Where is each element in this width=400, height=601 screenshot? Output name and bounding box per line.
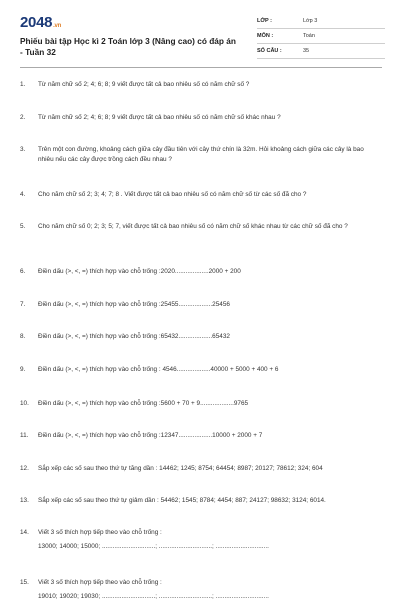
meta-label: LỚP : bbox=[257, 18, 272, 24]
question-number: 4. bbox=[20, 190, 34, 200]
question-text: Cho năm chữ số 2; 3; 4; 7; 8 . Viết được tất cả bao nhiêu số có năm chữ số từ các số đã cho ? bbox=[38, 190, 380, 200]
header-divider bbox=[20, 67, 382, 68]
meta-row-subject bbox=[257, 31, 385, 44]
meta-value: Toán bbox=[303, 33, 315, 39]
meta-value: 35 bbox=[303, 48, 309, 54]
question-text: Điền dấu (>, <, =) thích hợp vào chỗ trống :65432...................65432 bbox=[38, 332, 380, 342]
question-number: 9. bbox=[20, 365, 34, 375]
question-text: Cho năm chữ số 0; 2; 3; 5; 7, viết được tất cả bao nhiêu số có năm chữ số khác nhau từ các chữ số đã cho ? bbox=[38, 222, 380, 232]
question-number: 14. bbox=[20, 528, 34, 538]
question-number: 8. bbox=[20, 332, 34, 342]
meta-table bbox=[257, 16, 385, 61]
meta-label: SỐ CÂU : bbox=[257, 48, 282, 54]
meta-value: Lớp 3 bbox=[303, 18, 317, 24]
logo-suffix: .vn bbox=[53, 23, 61, 29]
question-number: 7. bbox=[20, 300, 34, 310]
question-text: Điền dấu (>, <, =) thích hợp vào chỗ trống :12347...................10000 + 2000 + 7 bbox=[38, 431, 380, 441]
meta-row-count bbox=[257, 46, 385, 59]
answer-line: 19010; 19020; 19030; ..............................; ..............................; .............................. bbox=[38, 592, 380, 601]
question-number: 1. bbox=[20, 80, 34, 90]
question-number: 2. bbox=[20, 113, 34, 123]
question-number: 6. bbox=[20, 267, 34, 277]
question-prompt: Viết 3 số thích hợp tiếp theo vào chỗ trống : bbox=[38, 529, 162, 536]
question-number: 12. bbox=[20, 464, 34, 474]
question-text: Điền dấu (>, <, =) thích hợp vào chỗ trống :2020...................2000 + 200 bbox=[38, 267, 380, 277]
question-number: 3. bbox=[20, 145, 34, 155]
question-text: Trên một con đường, khoảng cách giữa cây đầu tiên với cây thứ chín là 32m. Hỏi khoảng cách giữa các cây là bao nhiêu nếu các cây được trồng cách đều nhau ? bbox=[38, 145, 380, 164]
meta-label: MÔN : bbox=[257, 33, 273, 39]
page-title: Phiếu bài tập Học kì 2 Toán lớp 3 (Nâng cao) có đáp án - Tuần 32 bbox=[20, 36, 240, 58]
question-number: 11. bbox=[20, 431, 34, 441]
header bbox=[20, 10, 385, 65]
question-text bbox=[38, 578, 380, 601]
question-text: Điền dấu (>, <, =) thích hợp vào chỗ trống :25455...................25456 bbox=[38, 300, 380, 310]
question-number: 5. bbox=[20, 222, 34, 232]
question-text: Sắp xếp các số sau theo thứ tự tăng dần : 14462; 1245; 8754; 64454; 8987; 20127; 78612; 324; 604 bbox=[38, 464, 380, 474]
question-text: Từ năm chữ số 2; 4; 6; 8; 9 viết được tất cả bao nhiêu số có năm chữ số ? bbox=[38, 80, 380, 90]
question-number: 13. bbox=[20, 496, 34, 506]
question-text: Từ năm chữ số 2; 4; 6; 8; 9 viết được tất cả bao nhiêu số có năm chữ số khác nhau ? bbox=[38, 113, 380, 123]
question-number: 10. bbox=[20, 399, 34, 409]
question-text: Điền dấu (>, <, =) thích hợp vào chỗ trống : 4546...................40000 + 5000 + 400 + 6 bbox=[38, 365, 380, 375]
question-number: 15. bbox=[20, 578, 34, 588]
question-text: Sắp xếp các số sau theo thứ tự giảm dần : 54462; 1545; 8784; 4454; 887; 24127; 98632; 3124; 6014. bbox=[38, 496, 380, 506]
question-text: Điền dấu (>, <, =) thích hợp vào chỗ trống :5600 + 70 + 9...................9765 bbox=[38, 399, 380, 409]
meta-row-class bbox=[257, 16, 385, 29]
answer-line: 13000; 14000; 15000; ..............................; ..............................; .............................. bbox=[38, 542, 380, 552]
question-prompt: Viết 3 số thích hợp tiếp theo vào chỗ trống : bbox=[38, 579, 162, 586]
logo-main: 2048 bbox=[20, 14, 52, 31]
site-logo[interactable] bbox=[20, 14, 61, 31]
question-text bbox=[38, 528, 380, 551]
